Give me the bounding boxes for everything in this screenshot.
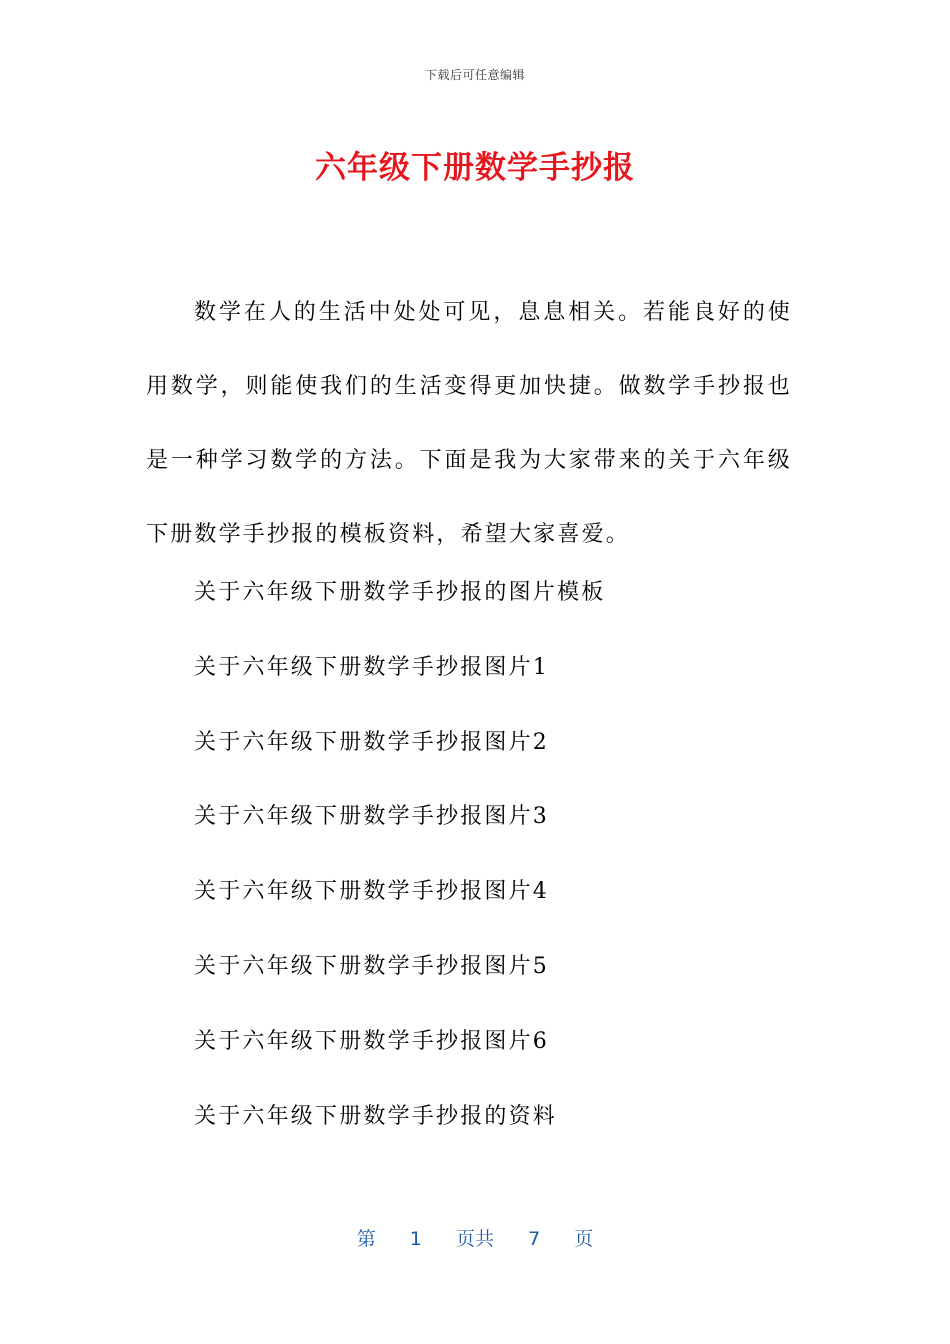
- page-footer: [0, 1224, 950, 1251]
- list-item: 关于六年级下册数学手抄报图片4: [194, 879, 549, 905]
- list-item: 关于六年级下册数学手抄报图片6: [194, 1028, 549, 1054]
- footer-total-pages: 7: [528, 1228, 541, 1250]
- list-item: 关于六年级下册数学手抄报图片5: [194, 953, 549, 979]
- list-item: 关于六年级下册数学手抄报图片2: [194, 729, 549, 755]
- document-title: 六年级下册数学手抄报: [315, 150, 635, 186]
- list-item: 关于六年级下册数学手抄报图片1: [194, 654, 549, 680]
- footer-suffix: 页: [574, 1228, 594, 1250]
- footer-middle: 页共: [455, 1228, 494, 1250]
- list-item: 关于六年级下册数学手抄报的资料: [194, 1103, 558, 1129]
- header-note: 下载后可任意编辑: [424, 68, 525, 82]
- list-item: 关于六年级下册数学手抄报图片3: [194, 804, 549, 830]
- footer-current-page: 1: [409, 1228, 422, 1250]
- item-list: [146, 556, 792, 1154]
- footer-prefix: 第: [356, 1228, 376, 1250]
- intro-paragraph: 数学在人的生活中处处可见，息息相关。若能良好的使用数学，则能使我们的生活变得更加快捷。做数学手抄报也是一种学习数学的方法。下面是我为大家带来的关于六年级下册数学手抄报的模板资料，希望大家喜爱。: [146, 300, 792, 547]
- list-item: 关于六年级下册数学手抄报的图片模板: [194, 580, 606, 605]
